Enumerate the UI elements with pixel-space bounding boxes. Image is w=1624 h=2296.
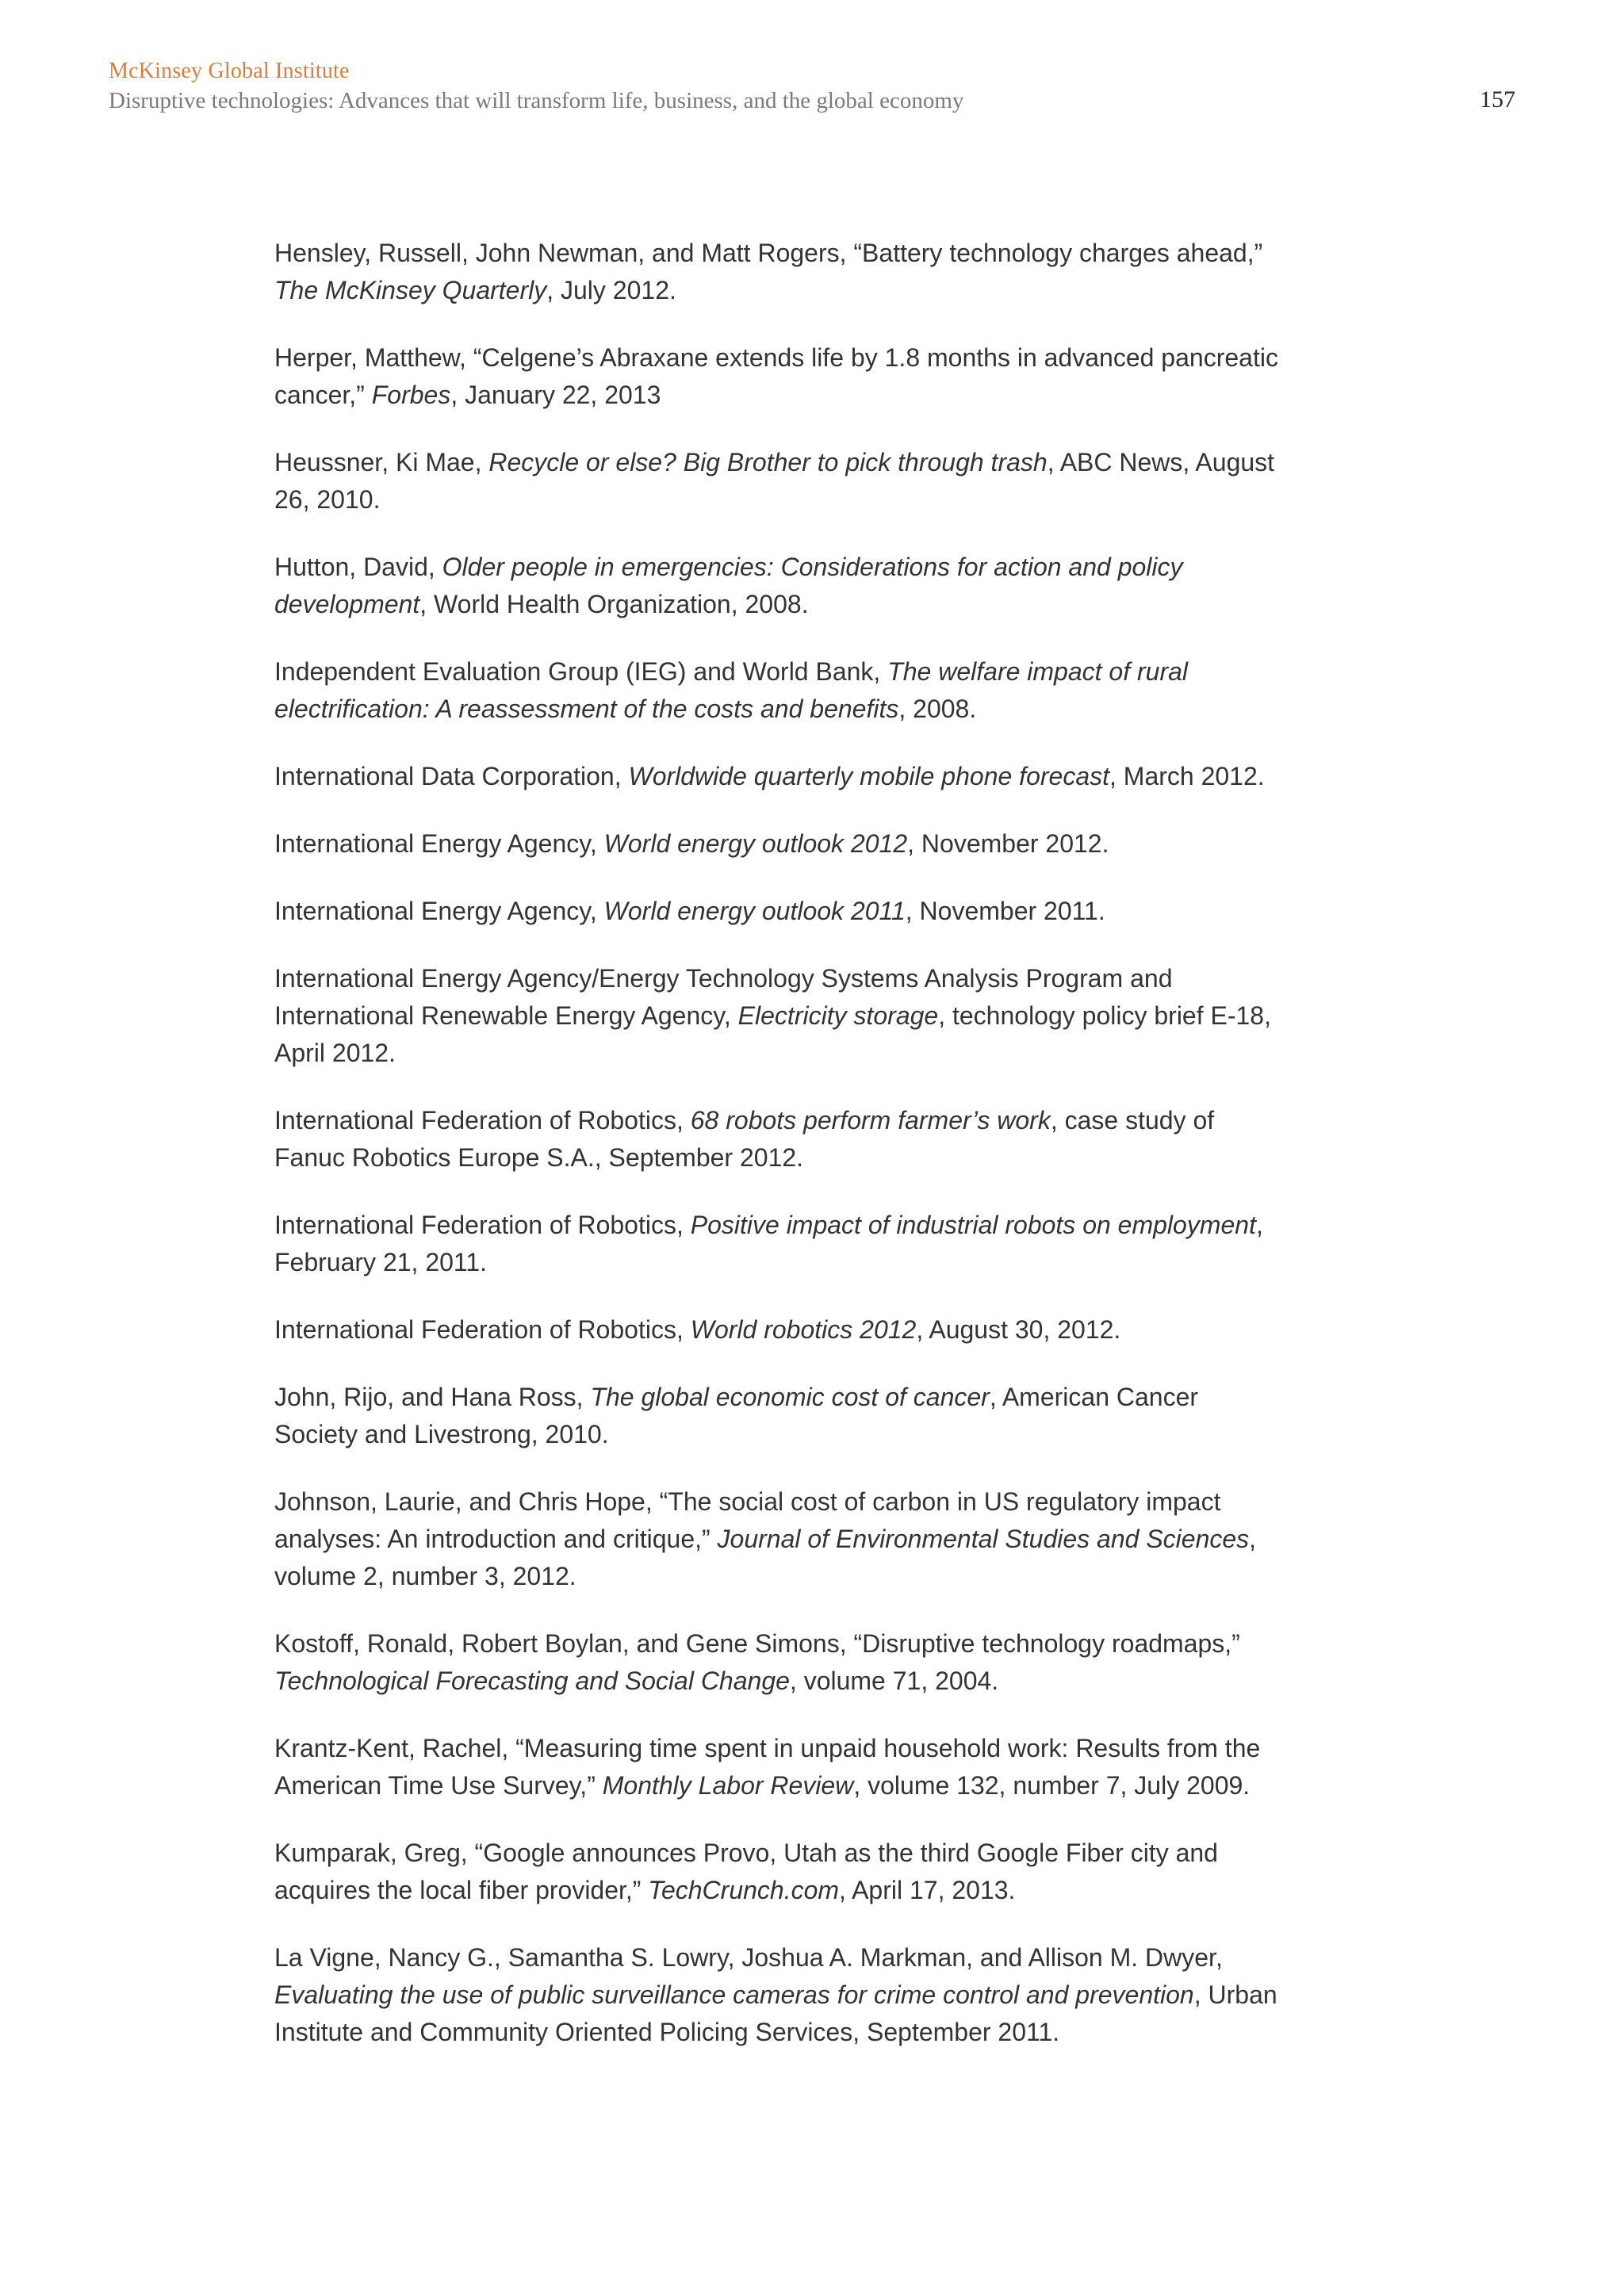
publisher-name: McKinsey Global Institute bbox=[109, 59, 350, 83]
reference-entry: Herper, Matthew, “Celgene’s Abraxane extends life by 1.8 months in advanced pancreatic cancer,” Forbes, January 22, 2013 bbox=[274, 343, 1278, 409]
reference-entry: International Data Corporation, Worldwide quarterly mobile phone forecast, March 2012. bbox=[274, 762, 1265, 790]
bibliography-list bbox=[274, 235, 1281, 2081]
reference-entry: Heussner, Ki Mae, Recycle or else? Big Brother to pick through trash, ABC News, August 26, 2010. bbox=[274, 448, 1275, 514]
reference-entry: International Energy Agency/Energy Technology Systems Analysis Program and International Renewable Energy Agency, Electricity storage, technology policy brief E-18, April 2012. bbox=[274, 964, 1271, 1067]
reference-entry: International Federation of Robotics, 68 robots perform farmer’s work, case study of Fanuc Robotics Europe S.A., September 2012. bbox=[274, 1106, 1215, 1172]
reference-entry: International Federation of Robotics, World robotics 2012, August 30, 2012. bbox=[274, 1315, 1121, 1344]
reference-entry: La Vigne, Nancy G., Samantha S. Lowry, Joshua A. Markman, and Allison M. Dwyer, Evaluating the use of public surveillance cameras for crime control and prevention, Urban Institute and Community Oriented Policing Services, September 2011. bbox=[274, 1943, 1277, 2046]
reference-entry: Kostoff, Ronald, Robert Boylan, and Gene Simons, “Disruptive technology roadmaps,” Technological Forecasting and Social Change, volume 71, 2004. bbox=[274, 1629, 1240, 1695]
page-header bbox=[109, 57, 1520, 116]
reference-entry: Hensley, Russell, John Newman, and Matt Rogers, “Battery technology charges ahead,” The McKinsey Quarterly, July 2012. bbox=[274, 239, 1263, 304]
reference-entry: Independent Evaluation Group (IEG) and World Bank, The welfare impact of rural electrification: A reassessment of the costs and benefits, 2008. bbox=[274, 657, 1189, 723]
reference-entry: Kumparak, Greg, “Google announces Provo, Utah as the third Google Fiber city and acquires the local fiber provider,” TechCrunch.com, April 17, 2013. bbox=[274, 1839, 1218, 1904]
reference-entry: Johnson, Laurie, and Chris Hope, “The social cost of carbon in US regulatory impact analyses: An introduction and critique,” Journal of Environmental Studies and Sciences, volume 2, number 3, 2012. bbox=[274, 1487, 1257, 1590]
page-number: 157 bbox=[1480, 86, 1515, 113]
report-title: Disruptive technologies: Advances that will transform life, business, and the global economy bbox=[109, 88, 964, 113]
reference-entry: International Energy Agency, World energy outlook 2011, November 2011. bbox=[274, 897, 1105, 925]
reference-entry: Hutton, David, Older people in emergencies: Considerations for action and policy development, World Health Organization, 2008. bbox=[274, 553, 1183, 618]
reference-entry: Krantz-Kent, Rachel, “Measuring time spent in unpaid household work: Results from the American Time Use Survey,” Monthly Labor Review, volume 132, number 7, July 2009. bbox=[274, 1734, 1261, 1800]
reference-entry: International Federation of Robotics, Positive impact of industrial robots on employment, February 21, 2011. bbox=[274, 1211, 1263, 1276]
reference-entry: John, Rijo, and Hana Ross, The global economic cost of cancer, American Cancer Society and Livestrong, 2010. bbox=[274, 1383, 1199, 1448]
reference-entry: International Energy Agency, World energy outlook 2012, November 2012. bbox=[274, 829, 1109, 858]
